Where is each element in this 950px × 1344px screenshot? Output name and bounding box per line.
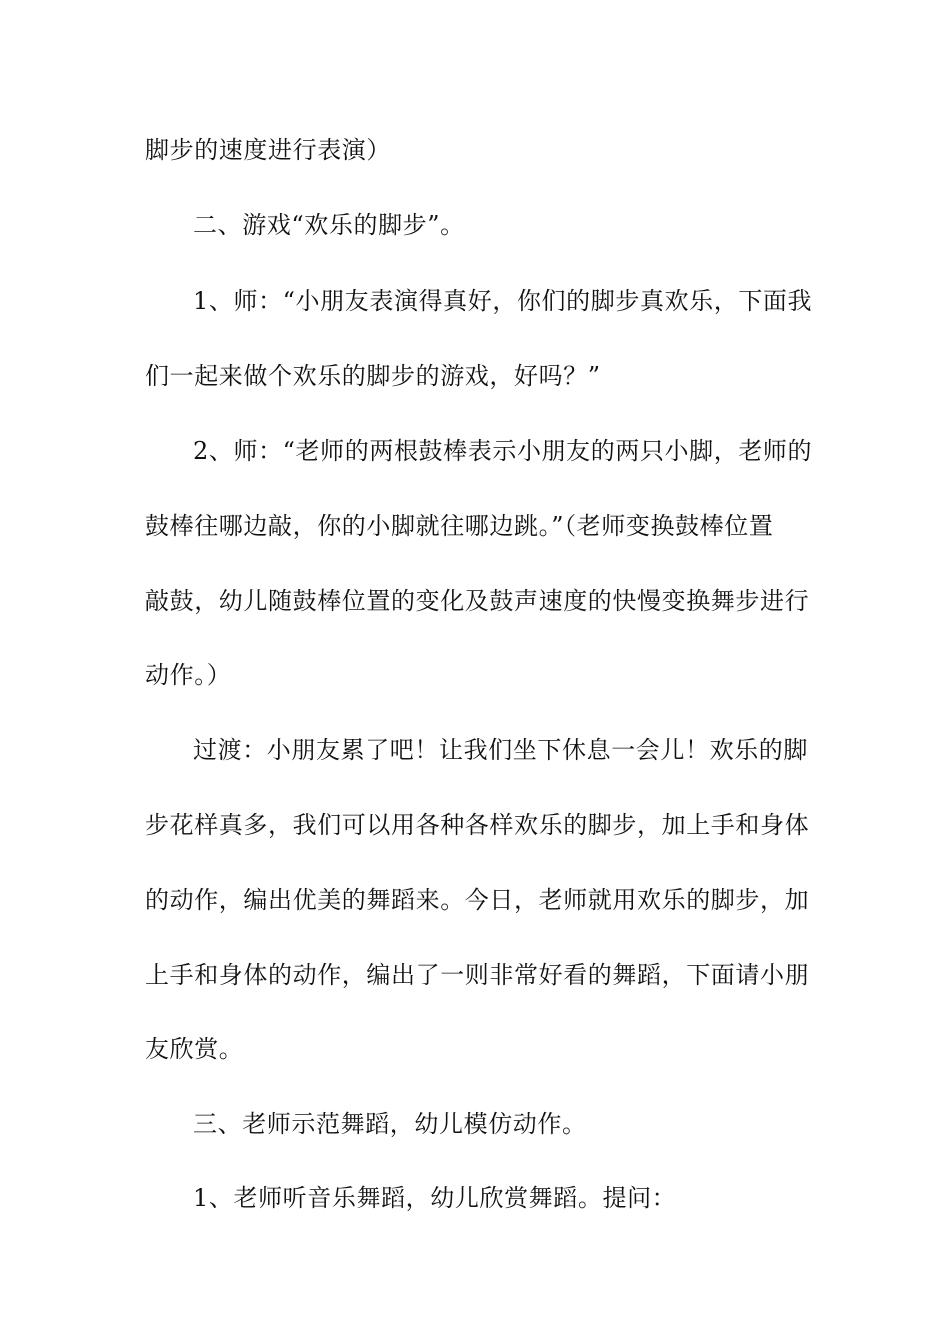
- text-line: 步花样真多，我们可以用各种各样欢乐的脚步，加上手和身体: [145, 811, 810, 839]
- text-line: 的动作，编出优美的舞蹈来。今日，老师就用欢乐的脚步，加: [145, 886, 810, 914]
- text-line: 敲鼓，幼儿随鼓棒位置的变化及鼓声速度的快慢变换舞步进行: [145, 587, 810, 615]
- text-line: 脚步的速度进行表演）: [145, 136, 391, 164]
- text-line: 们一起来做个欢乐的脚步的游戏，好吗？”: [145, 362, 601, 390]
- section-heading: 三、老师示范舞蹈，幼儿模仿动作。: [193, 1110, 587, 1138]
- section-heading: 二、游戏“欢乐的脚步”。: [193, 211, 465, 239]
- text-line: 1、老师听音乐舞蹈，幼儿欣赏舞蹈。提问：: [193, 1184, 677, 1212]
- text-line: 鼓棒往哪边敲，你的小脚就往哪边跳。”（老师变换鼓棒位置: [145, 512, 774, 540]
- text-line: 动作。）: [145, 661, 232, 689]
- text-line: 过渡：小朋友累了吧！让我们坐下休息一会儿！欢乐的脚: [193, 736, 808, 764]
- text-line: 友欣赏。: [145, 1035, 244, 1063]
- text-line: 1、师：“小朋友表演得真好，你们的脚步真欢乐，下面我: [193, 287, 813, 315]
- text-line: 2、师：“老师的两根鼓棒表示小朋友的两只小脚，老师的: [193, 437, 813, 465]
- text-line: 上手和身体的动作，编出了一则非常好看的舞蹈，下面请小朋: [145, 961, 810, 989]
